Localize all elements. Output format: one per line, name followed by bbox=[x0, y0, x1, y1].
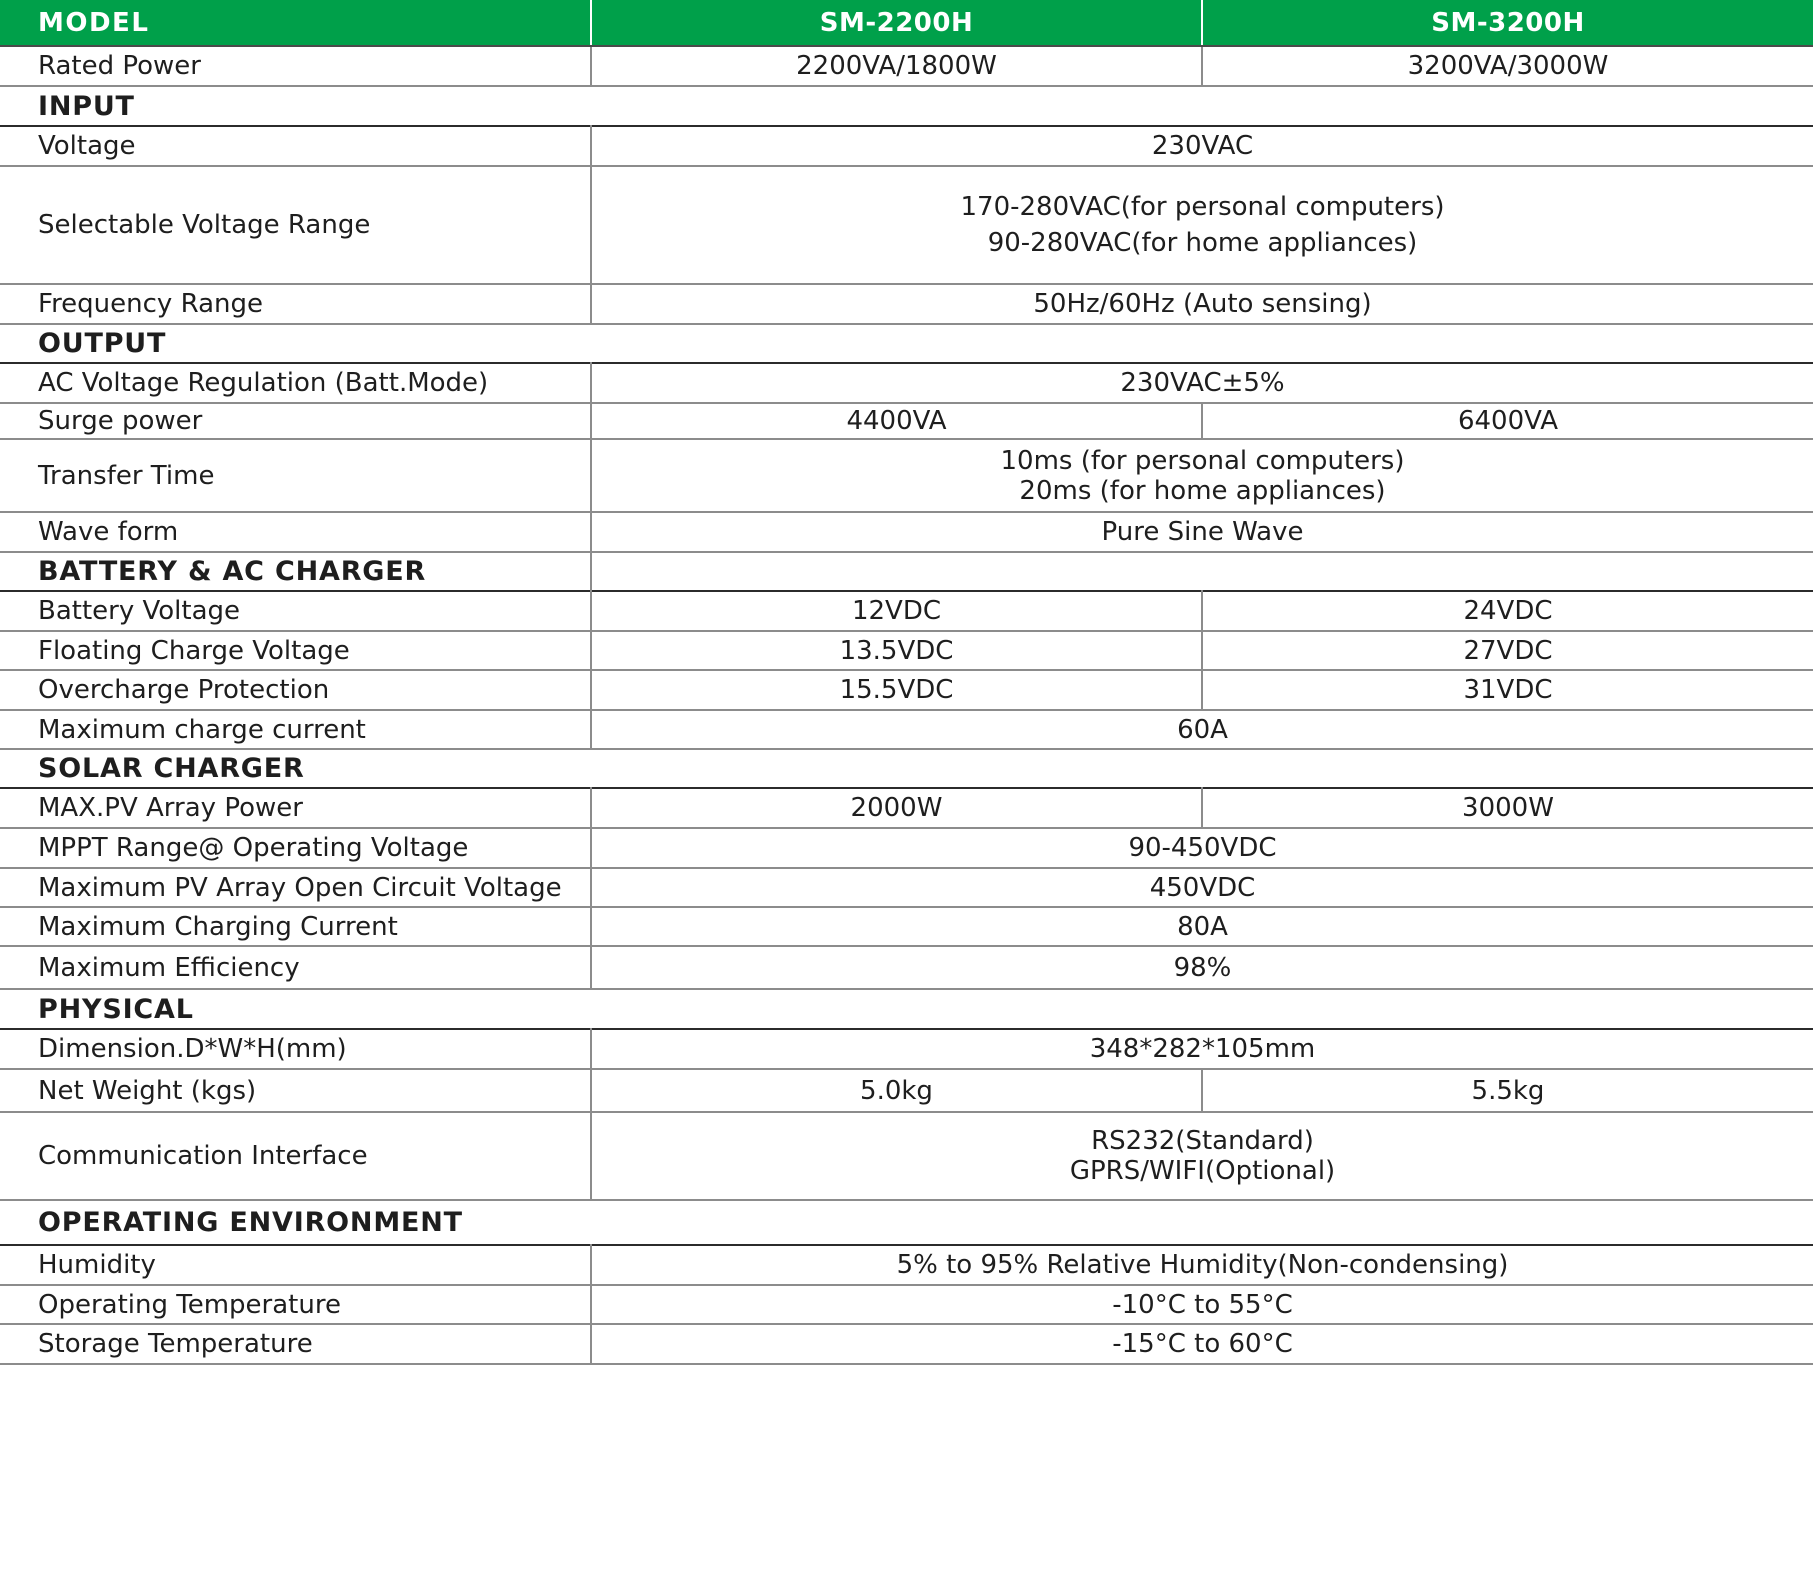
shared-value bbox=[591, 439, 1813, 512]
value-sm-3200h: 27VDC bbox=[1202, 631, 1813, 670]
row-label: Surge power bbox=[38, 406, 203, 436]
row-label: Maximum charge current bbox=[38, 714, 366, 745]
shared-value bbox=[591, 1112, 1813, 1200]
shared-value: 90-450VDC bbox=[591, 828, 1813, 868]
value-sm-3200h: 31VDC bbox=[1202, 670, 1813, 710]
value-line: 10ms (for personal computers) bbox=[1000, 445, 1405, 476]
value-sm-3200h: 24VDC bbox=[1202, 591, 1813, 631]
row-rated-power bbox=[0, 46, 1813, 86]
row-selectable-voltage-range bbox=[0, 166, 1813, 284]
row-maximum-charging-current bbox=[0, 907, 1813, 946]
row-storage-temperature bbox=[0, 1324, 1813, 1364]
value-sm-2200h: 5.0kg bbox=[591, 1069, 1202, 1112]
model-header-row bbox=[0, 0, 1813, 46]
empty-cell bbox=[591, 552, 1813, 591]
row-ac-voltage-regulation bbox=[0, 363, 1813, 403]
section-battery-ac-charger bbox=[0, 552, 1813, 591]
row-label: Floating Charge Voltage bbox=[38, 635, 350, 666]
value-sm-2200h: 13.5VDC bbox=[591, 631, 1202, 670]
row-label: Maximum Charging Current bbox=[38, 911, 398, 942]
row-label: Selectable Voltage Range bbox=[38, 210, 371, 240]
value-line: GPRS/WIFI(Optional) bbox=[1069, 1156, 1336, 1186]
row-floating-charge-voltage bbox=[0, 631, 1813, 670]
row-label: Communication Interface bbox=[38, 1141, 368, 1171]
shared-value: 230VAC±5% bbox=[591, 363, 1813, 403]
row-surge-power bbox=[0, 403, 1813, 439]
row-maximum-efficiency bbox=[0, 946, 1813, 989]
row-operating-temperature bbox=[0, 1285, 1813, 1324]
row-label: Rated Power bbox=[38, 51, 201, 81]
row-transfer-time bbox=[0, 439, 1813, 512]
row-max-pv-open-circuit-voltage bbox=[0, 868, 1813, 907]
row-mppt-range bbox=[0, 828, 1813, 868]
section-title: OUTPUT bbox=[38, 328, 167, 359]
shared-value: Pure Sine Wave bbox=[591, 512, 1813, 552]
model-sm-2200h: SM-2200H bbox=[591, 0, 1202, 46]
model-sm-3200h: SM-3200H bbox=[1202, 0, 1813, 46]
value-sm-2200h: 4400VA bbox=[591, 403, 1202, 439]
shared-value: -10°C to 55°C bbox=[591, 1285, 1813, 1324]
section-solar-charger bbox=[0, 749, 1813, 788]
row-label: Storage Temperature bbox=[38, 1329, 313, 1359]
value-sm-3200h: 6400VA bbox=[1202, 403, 1813, 439]
value-line: 170-280VAC(for personal computers) bbox=[960, 192, 1445, 222]
row-label: Maximum PV Array Open Circuit Voltage bbox=[38, 872, 562, 903]
shared-value: 98% bbox=[591, 946, 1813, 989]
row-label: Wave form bbox=[38, 517, 179, 547]
row-dimension bbox=[0, 1029, 1813, 1069]
section-title: BATTERY & AC CHARGER bbox=[38, 556, 427, 587]
row-max-pv-array-power bbox=[0, 788, 1813, 828]
row-communication-interface bbox=[0, 1112, 1813, 1200]
row-label: Humidity bbox=[38, 1250, 156, 1280]
shared-value: 450VDC bbox=[591, 868, 1813, 907]
row-overcharge-protection bbox=[0, 670, 1813, 710]
section-input bbox=[0, 86, 1813, 126]
row-label: Operating Temperature bbox=[38, 1289, 341, 1320]
value-line: RS232(Standard) bbox=[1091, 1126, 1314, 1156]
section-operating-environment bbox=[0, 1200, 1813, 1245]
row-label: Battery Voltage bbox=[38, 596, 241, 626]
value-sm-2200h: 2200VA/1800W bbox=[591, 46, 1202, 86]
value-sm-2200h: 2000W bbox=[591, 788, 1202, 828]
section-output bbox=[0, 324, 1813, 363]
value-sm-3200h: 5.5kg bbox=[1202, 1069, 1813, 1112]
section-title: SOLAR CHARGER bbox=[38, 753, 305, 784]
value-sm-2200h: 12VDC bbox=[591, 591, 1202, 631]
row-wave-form bbox=[0, 512, 1813, 552]
row-battery-voltage bbox=[0, 591, 1813, 631]
shared-value: -15°C to 60°C bbox=[591, 1324, 1813, 1364]
row-voltage bbox=[0, 126, 1813, 166]
shared-value: 60A bbox=[591, 710, 1813, 749]
shared-value: 5% to 95% Relative Humidity(Non-condensing) bbox=[591, 1245, 1813, 1285]
row-net-weight bbox=[0, 1069, 1813, 1112]
section-title: OPERATING ENVIRONMENT bbox=[38, 1207, 463, 1238]
model-label: MODEL bbox=[0, 0, 591, 46]
section-title: PHYSICAL bbox=[38, 993, 194, 1025]
value-sm-3200h: 3000W bbox=[1202, 788, 1813, 828]
value-sm-2200h: 15.5VDC bbox=[591, 670, 1202, 710]
row-label: Voltage bbox=[38, 131, 136, 161]
row-frequency-range bbox=[0, 284, 1813, 324]
shared-value: 348*282*105mm bbox=[591, 1029, 1813, 1069]
row-label: Frequency Range bbox=[38, 289, 263, 319]
row-label: Overcharge Protection bbox=[38, 675, 330, 705]
value-line: 90-280VAC(for home appliances) bbox=[987, 228, 1418, 258]
value-line: 20ms (for home appliances) bbox=[1019, 475, 1386, 506]
row-humidity bbox=[0, 1245, 1813, 1285]
row-label: AC Voltage Regulation (Batt.Mode) bbox=[38, 368, 489, 398]
row-maximum-charge-current bbox=[0, 710, 1813, 749]
row-label: Dimension.D*W*H(mm) bbox=[38, 1034, 347, 1064]
section-title: INPUT bbox=[38, 90, 135, 122]
shared-value: 50Hz/60Hz (Auto sensing) bbox=[591, 284, 1813, 324]
row-label: Maximum Efficiency bbox=[38, 952, 300, 983]
shared-value: 230VAC bbox=[591, 126, 1813, 166]
section-physical bbox=[0, 989, 1813, 1029]
value-sm-3200h: 3200VA/3000W bbox=[1202, 46, 1813, 86]
shared-value bbox=[591, 166, 1813, 284]
row-label: Net Weight (kgs) bbox=[38, 1075, 257, 1106]
shared-value: 80A bbox=[591, 907, 1813, 946]
row-label: MAX.PV Array Power bbox=[38, 793, 303, 823]
row-label: MPPT Range@ Operating Voltage bbox=[38, 833, 469, 863]
row-label: Transfer Time bbox=[38, 460, 215, 491]
